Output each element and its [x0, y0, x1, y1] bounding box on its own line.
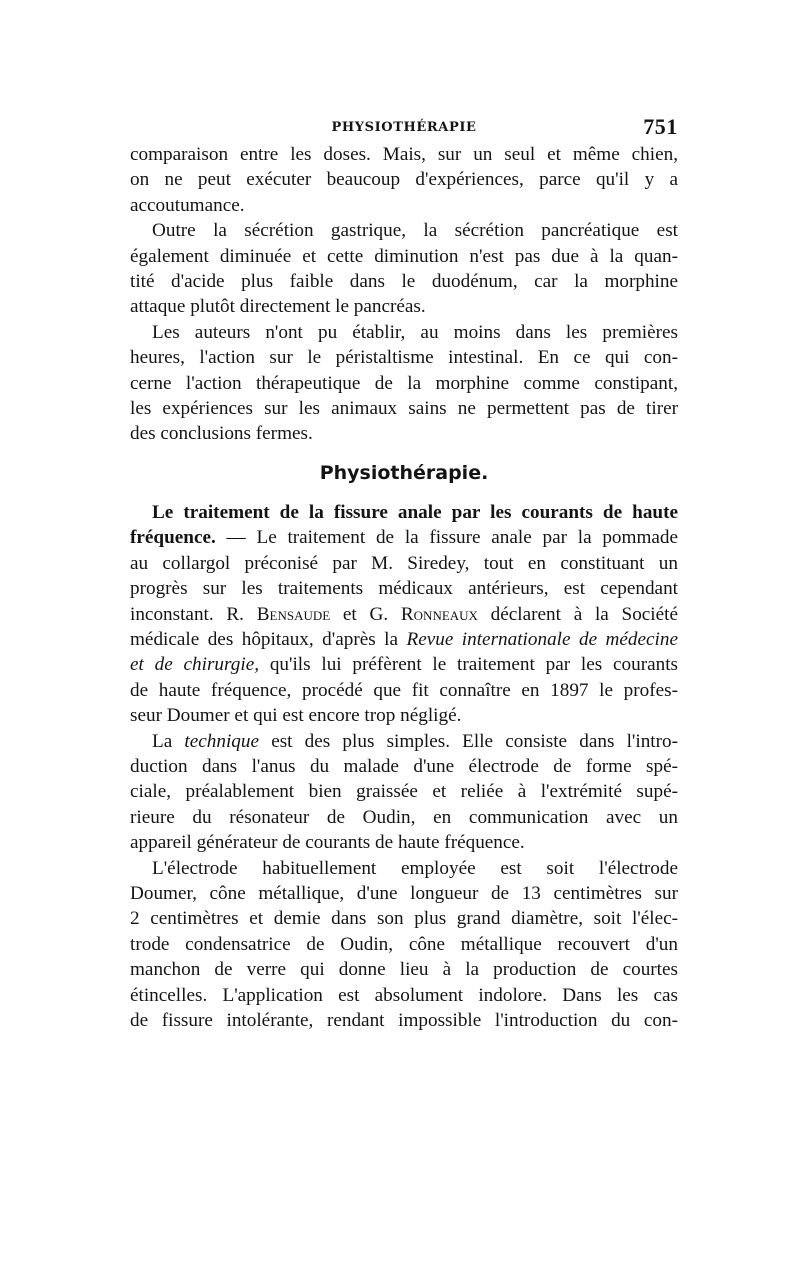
journal-title: Revue internationale de médecine	[406, 628, 678, 650]
text-segment: est des plus simples. Elle consiste dans l'intro-	[259, 730, 678, 752]
article-title: Le traitement de la fissure anale par les courants de haute	[152, 501, 678, 523]
text-line: duction dans l'anus du malade d'une électrode de forme spé-	[130, 755, 678, 777]
text-line: accoutumance.	[130, 194, 245, 216]
text-line: également diminuée et cette diminution n'est pas due à la quan-	[130, 245, 678, 267]
text-line: 2 centimètres et demie dans son plus grand diamètre, soit l'élec-	[130, 908, 678, 930]
text-line	[130, 652, 678, 677]
paragraph-electrode	[130, 856, 678, 1034]
text-line: attaque plutôt directement le pancréas.	[130, 296, 426, 318]
running-head	[130, 112, 678, 142]
section-heading: Physiothérapie.	[319, 461, 489, 484]
author-name: Ronneaux	[400, 603, 478, 625]
text-segment: médicale des hôpitaux, d'après la	[130, 628, 407, 650]
text-line: les expériences sur les animaux sains ne permettent pas de tirer	[130, 398, 678, 420]
text-line: tité d'acide plus faible dans le duodénum, car la morphine	[130, 271, 678, 293]
text-line	[130, 602, 678, 627]
text-segment: Le traitement de la fissure anale par la pommade	[256, 527, 678, 549]
text-line: heures, l'action sur le péristaltisme intestinal. En ce qui con-	[130, 347, 678, 369]
text-line: Les auteurs n'ont pu établir, au moins dans les premières	[152, 321, 678, 343]
text-line	[130, 729, 678, 754]
text-line	[130, 627, 678, 652]
text-segment: inconstant. R.	[130, 603, 257, 625]
text-segment: La	[152, 730, 185, 752]
text-line: des conclusions fermes.	[130, 423, 313, 445]
text-line: de haute fréquence, procédé que fit connaître en 1897 le profes-	[130, 679, 678, 701]
text-line: seur Doumer et qui est encore trop négligé.	[130, 705, 462, 727]
text-line: rieure du résonateur de Oudin, en communication avec un	[130, 806, 678, 828]
text-line: étincelles. L'application est absolument indolore. Dans les cas	[130, 984, 678, 1006]
emphasis-technique: technique	[184, 730, 260, 752]
text-line: comparaison entre les doses. Mais, sur un seul et même chien,	[130, 144, 678, 165]
text-segment: et G.	[330, 603, 401, 625]
article-paragraph	[130, 500, 678, 729]
paragraph-continuation	[130, 142, 678, 218]
article-title-end: fréquence.	[130, 527, 216, 549]
text-line: L'électrode habituellement employée est soit l'électrode	[152, 857, 678, 879]
text-line: trode condensatrice de Oudin, cône métallique recouvert d'un	[130, 933, 678, 955]
paragraph-peristalsis	[130, 320, 678, 447]
author-name: Bensaude	[256, 603, 331, 625]
text-line: appareil générateur de courants de haute fréquence.	[130, 832, 525, 854]
text-line: on ne peut exécuter beaucoup d'expériences, parce qu'il y a	[130, 169, 678, 191]
text-line: Outre la sécrétion gastrique, la sécrétion pancréatique est	[152, 220, 678, 242]
text-line: manchon de verre qui donne lieu à la production de courtes	[130, 959, 678, 981]
paragraph-pancreatic-secretion	[130, 218, 678, 320]
em-dash: —	[215, 527, 257, 549]
text-line: progrès sur les traitements médicaux antérieurs, est cependant	[130, 578, 678, 600]
text-line: de fissure intolérante, rendant impossible l'introduction du con-	[130, 1010, 678, 1031]
text-line: Doumer, cône métallique, d'une longueur de 13 centimètres sur	[130, 882, 678, 904]
text-line: au collargol préconisé par M. Siredey, tout en constituant un	[130, 552, 678, 574]
text-segment: qu'ils lui préfèrent le traitement par les courants	[259, 654, 679, 676]
text-segment: déclarent à la Société	[477, 603, 678, 625]
text-line	[130, 525, 678, 550]
journal-title-end: et de chirurgie,	[130, 654, 260, 676]
document-page	[130, 112, 678, 1033]
page-number: 751	[643, 114, 678, 139]
text-line: cerne l'action thérapeutique de la morphine comme constipant,	[130, 372, 678, 394]
text-line: ciale, préalablement bien graissée et reliée à l'extrémité supé-	[130, 781, 678, 803]
running-title: PHYSIOTHÉRAPIE	[331, 120, 477, 135]
paragraph-technique	[130, 729, 678, 856]
